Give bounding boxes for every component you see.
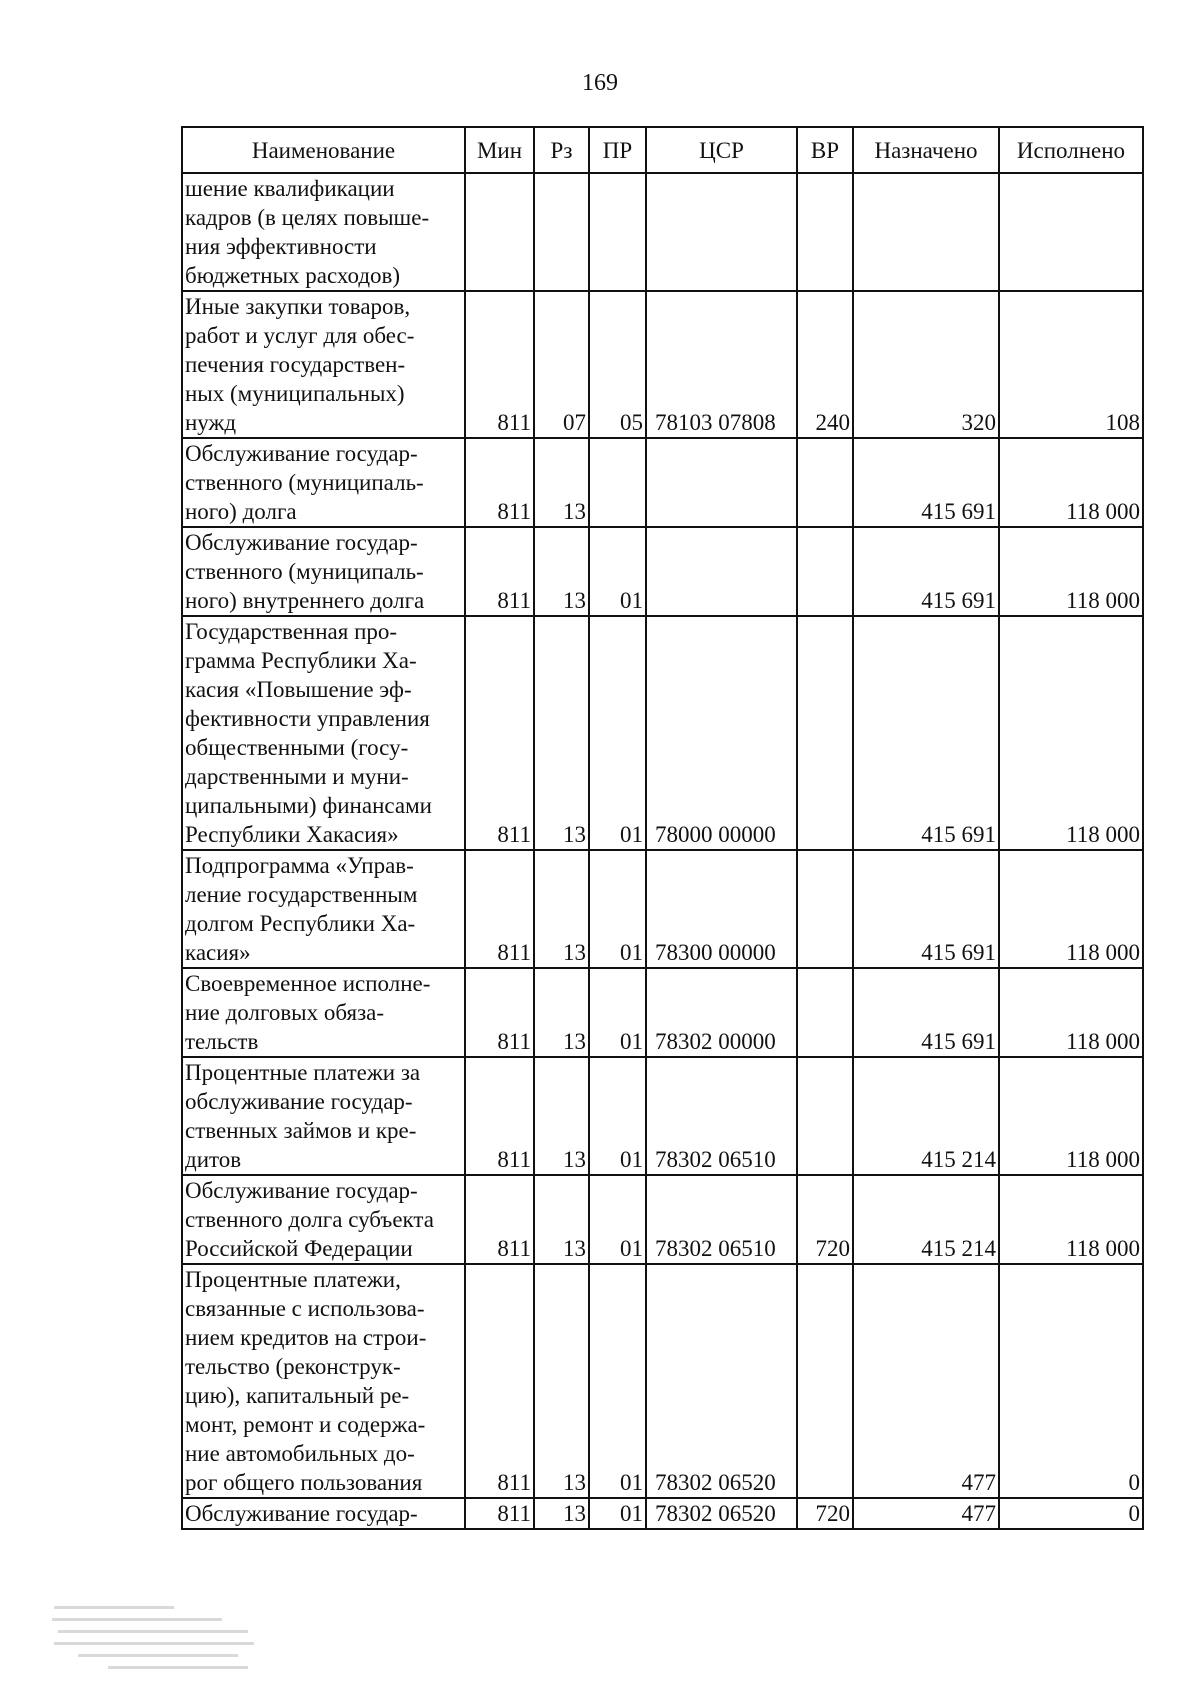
row-name: Подпрограмма «Управ- ление государственным долгом Республики Ха- касия» xyxy=(182,850,465,968)
row-assigned: 415 691 xyxy=(853,850,999,968)
row-csr: 78103 07808 xyxy=(646,291,797,438)
row-rz: 13 xyxy=(534,850,589,968)
row-vr xyxy=(797,1057,853,1175)
budget-table xyxy=(181,126,1144,1530)
row-vr xyxy=(797,968,853,1057)
row-name: Своевременное исполне- ние долговых обяза- тельств xyxy=(182,968,465,1057)
row-pr: 01 xyxy=(589,1175,646,1264)
row-min: 811 xyxy=(465,968,534,1057)
row-assigned: 477 xyxy=(853,1264,999,1498)
page-number: 169 xyxy=(582,70,618,96)
table-row xyxy=(182,1264,1143,1498)
row-assigned: 477 xyxy=(853,1498,999,1529)
row-csr xyxy=(646,438,797,527)
table-row xyxy=(182,1175,1143,1264)
header-min: Мин xyxy=(465,127,534,173)
table-header-row xyxy=(182,127,1143,173)
row-min: 811 xyxy=(465,1498,534,1529)
row-rz xyxy=(534,173,589,291)
row-executed: 108 xyxy=(999,291,1143,438)
header-rz: Рз xyxy=(534,127,589,173)
row-min xyxy=(465,173,534,291)
row-pr: 05 xyxy=(589,291,646,438)
row-csr: 78302 06510 xyxy=(646,1175,797,1264)
row-assigned: 320 xyxy=(853,291,999,438)
row-name: Обслуживание государ- ственного (муниципаль- ного) внутреннего долга xyxy=(182,527,465,616)
row-csr xyxy=(646,173,797,291)
row-min: 811 xyxy=(465,850,534,968)
row-executed: 118 000 xyxy=(999,527,1143,616)
row-executed: 0 xyxy=(999,1264,1143,1498)
row-vr xyxy=(797,1264,853,1498)
row-assigned: 415 214 xyxy=(853,1057,999,1175)
row-pr: 01 xyxy=(589,616,646,850)
header-name: Наименование xyxy=(182,127,465,173)
table-row xyxy=(182,173,1143,291)
row-min: 811 xyxy=(465,527,534,616)
row-name: шение квалификации кадров (в целях повыше- ния эффективности бюджетных расходов) xyxy=(182,173,465,291)
table-row xyxy=(182,968,1143,1057)
header-assigned: Назначено xyxy=(853,127,999,173)
row-executed: 118 000 xyxy=(999,1175,1143,1264)
row-vr: 720 xyxy=(797,1498,853,1529)
row-executed: 118 000 xyxy=(999,1057,1143,1175)
row-name: Обслуживание государ- xyxy=(182,1498,465,1529)
faded-stamp-image xyxy=(48,1598,268,1676)
row-csr xyxy=(646,527,797,616)
row-csr: 78300 00000 xyxy=(646,850,797,968)
header-pr: ПР xyxy=(589,127,646,173)
row-executed xyxy=(999,173,1143,291)
row-pr: 01 xyxy=(589,1264,646,1498)
table-row xyxy=(182,527,1143,616)
table-row xyxy=(182,850,1143,968)
row-executed: 118 000 xyxy=(999,968,1143,1057)
table-row xyxy=(182,438,1143,527)
row-name: Государственная про- грамма Республики Ха- касия «Повышение эф- фективности управления общественными (госу- дарственными и муни- ципальными) финансами Республики Хакасия» xyxy=(182,616,465,850)
header-executed: Исполнено xyxy=(999,127,1143,173)
row-vr: 720 xyxy=(797,1175,853,1264)
row-vr xyxy=(797,173,853,291)
row-executed: 118 000 xyxy=(999,616,1143,850)
row-pr: 01 xyxy=(589,1498,646,1529)
row-rz: 13 xyxy=(534,1264,589,1498)
row-name: Обслуживание государ- ственного долга субъекта Российской Федерации xyxy=(182,1175,465,1264)
row-rz: 13 xyxy=(534,1498,589,1529)
row-assigned: 415 214 xyxy=(853,1175,999,1264)
row-assigned: 415 691 xyxy=(853,616,999,850)
row-pr: 01 xyxy=(589,527,646,616)
row-vr xyxy=(797,616,853,850)
row-executed: 118 000 xyxy=(999,438,1143,527)
row-name: Процентные платежи, связанные с использова- нием кредитов на строи- тельство (реконструк- цию), капитальный ре- монт, ремонт и содержа- ние автомобильных до- рог общего пользования xyxy=(182,1264,465,1498)
row-rz: 07 xyxy=(534,291,589,438)
row-min: 811 xyxy=(465,438,534,527)
row-assigned: 415 691 xyxy=(853,438,999,527)
row-assigned: 415 691 xyxy=(853,968,999,1057)
row-pr: 01 xyxy=(589,968,646,1057)
table-row xyxy=(182,616,1143,850)
row-min: 811 xyxy=(465,1264,534,1498)
row-min: 811 xyxy=(465,1175,534,1264)
row-min: 811 xyxy=(465,1057,534,1175)
row-rz: 13 xyxy=(534,438,589,527)
row-vr xyxy=(797,850,853,968)
row-min: 811 xyxy=(465,291,534,438)
row-csr: 78302 06510 xyxy=(646,1057,797,1175)
row-executed: 0 xyxy=(999,1498,1143,1529)
row-csr: 78302 06520 xyxy=(646,1498,797,1529)
row-csr: 78302 00000 xyxy=(646,968,797,1057)
row-pr xyxy=(589,173,646,291)
row-name: Иные закупки товаров, работ и услуг для обес- печения государствен- ных (муниципальных) нужд xyxy=(182,291,465,438)
header-vr: ВР xyxy=(797,127,853,173)
row-assigned xyxy=(853,173,999,291)
row-pr: 01 xyxy=(589,850,646,968)
table-row xyxy=(182,1498,1143,1529)
row-min: 811 xyxy=(465,616,534,850)
row-rz: 13 xyxy=(534,527,589,616)
row-assigned: 415 691 xyxy=(853,527,999,616)
header-csr: ЦСР xyxy=(646,127,797,173)
row-vr xyxy=(797,438,853,527)
row-executed: 118 000 xyxy=(999,850,1143,968)
row-name: Процентные платежи за обслуживание государ- ственных займов и кре- дитов xyxy=(182,1057,465,1175)
row-rz: 13 xyxy=(534,968,589,1057)
row-rz: 13 xyxy=(534,1175,589,1264)
row-pr xyxy=(589,438,646,527)
table-row xyxy=(182,1057,1143,1175)
row-name: Обслуживание государ- ственного (муниципаль- ного) долга xyxy=(182,438,465,527)
row-csr: 78000 00000 xyxy=(646,616,797,850)
row-vr: 240 xyxy=(797,291,853,438)
row-rz: 13 xyxy=(534,1057,589,1175)
row-vr xyxy=(797,527,853,616)
row-csr: 78302 06520 xyxy=(646,1264,797,1498)
row-pr: 01 xyxy=(589,1057,646,1175)
table-row xyxy=(182,291,1143,438)
row-rz: 13 xyxy=(534,616,589,850)
